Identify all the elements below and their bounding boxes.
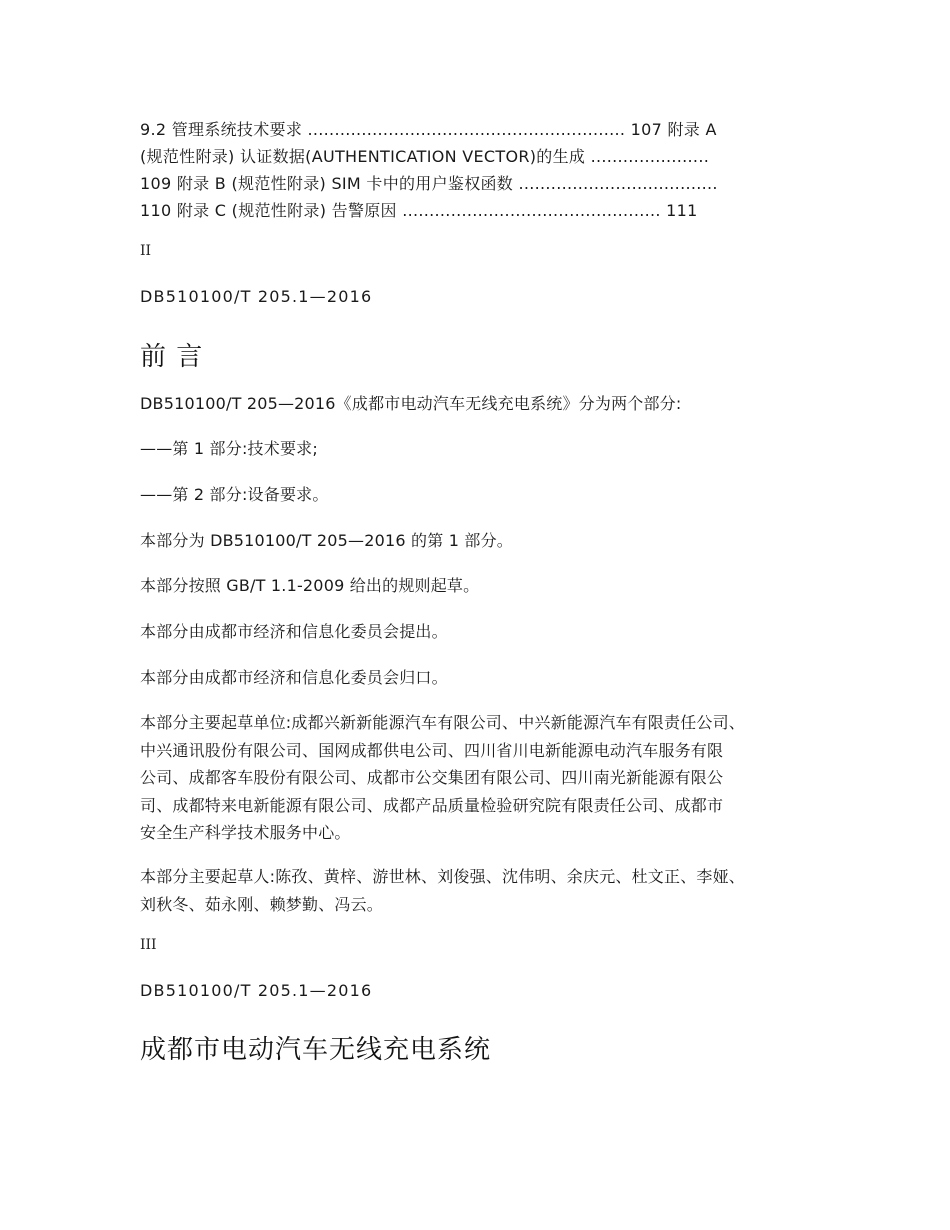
- drafters-line: 本部分主要起草人:陈孜、黄梓、游世林、刘俊强、沈伟明、余庆元、杜文正、李娅、: [140, 867, 745, 886]
- drafting-units-line: 公司、成都客车股份有限公司、成都市公交集团有限公司、四川南光新能源有限公: [140, 768, 724, 787]
- foreword-rules: 本部分按照 GB/T 1.1-2009 给出的规则起草。: [140, 576, 480, 595]
- page-number: II: [140, 243, 152, 259]
- drafting-units-line: 司、成都特来电新能源有限公司、成都产品质量检验研究院有限责任公司、成都市: [140, 795, 724, 815]
- document-main-title: 成都市电动汽车无线充电系统: [140, 1035, 492, 1065]
- foreword-this-part: 本部分为 DB510100/T 205—2016 的第 1 部分。: [140, 531, 514, 550]
- toc-line: 109 附录 B (规范性附录) SIM 卡中的用户鉴权函数 .....................................: [140, 174, 718, 193]
- drafting-units-line: 中兴通讯股份有限公司、国网成都供电公司、四川省川电新能源电动汽车服务有限: [140, 740, 724, 760]
- foreword-part-2: ——第 2 部分:设备要求。: [140, 485, 329, 504]
- document-code-header: DB510100/T 205.1—2016: [140, 287, 373, 306]
- table-of-contents: [140, 116, 800, 224]
- drafting-units-line: 本部分主要起草单位:成都兴新新能源汽车有限公司、中兴新能源汽车有限责任公司、: [140, 713, 745, 732]
- foreword-intro: DB510100/T 205—2016《成都市电动汽车无线充电系统》分为两个部分:: [140, 394, 682, 413]
- toc-line: 110 附录 C (规范性附录) 告警原因 ................................................ 111: [140, 201, 698, 220]
- page-number: III: [140, 937, 157, 953]
- foreword-heading: 前 言: [140, 342, 204, 372]
- document-code-header: DB510100/T 205.1—2016: [140, 981, 373, 1000]
- toc-line: (规范性附录) 认证数据(AUTHENTICATION VECTOR)的生成 ......................: [140, 147, 710, 166]
- toc-line: 9.2 管理系统技术要求 ........................................................... 107 附录 A: [140, 120, 717, 139]
- foreword-drafting-units: [140, 709, 820, 847]
- drafting-units-line: 安全生产科学技术服务中心。: [140, 823, 351, 842]
- foreword-managed: 本部分由成都市经济和信息化委员会归口。: [140, 668, 448, 687]
- foreword-proposed: 本部分由成都市经济和信息化委员会提出。: [140, 622, 448, 641]
- foreword-part-1: ——第 1 部分:技术要求;: [140, 439, 318, 458]
- drafters-line: 刘秋冬、茹永刚、赖梦勤、冯云。: [140, 894, 384, 914]
- foreword-drafters: [140, 863, 820, 918]
